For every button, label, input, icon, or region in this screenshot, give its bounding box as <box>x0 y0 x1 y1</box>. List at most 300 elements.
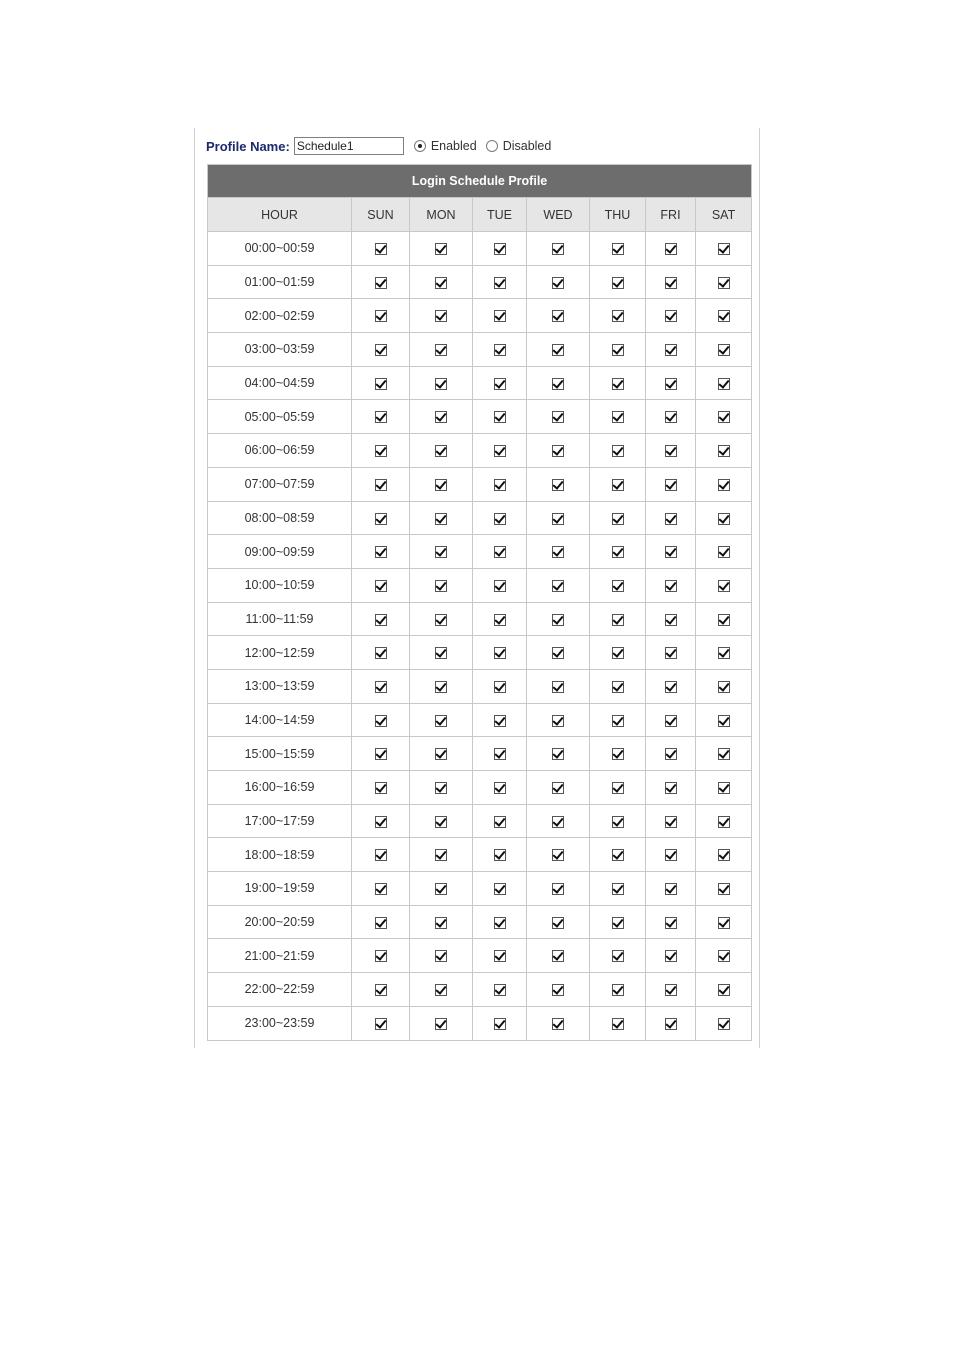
day-cell-sun <box>352 232 410 266</box>
schedule-checkbox-wed[interactable] <box>552 277 564 289</box>
schedule-checkbox-tue[interactable] <box>494 411 506 423</box>
day-cell-thu <box>590 669 646 703</box>
schedule-checkbox-tue[interactable] <box>494 513 506 525</box>
table-row <box>208 771 752 805</box>
schedule-checkbox-tue[interactable] <box>494 984 506 996</box>
day-cell-mon <box>410 703 473 737</box>
schedule-checkbox-fri[interactable] <box>665 479 677 491</box>
day-cell-tue <box>473 366 527 400</box>
schedule-checkbox-sun[interactable] <box>375 715 387 727</box>
day-cell-fri <box>646 1006 696 1040</box>
enabled-radio-label: Enabled <box>430 139 477 153</box>
schedule-checkbox-sun[interactable] <box>375 277 387 289</box>
schedule-checkbox-tue[interactable] <box>494 816 506 828</box>
schedule-checkbox-fri[interactable] <box>665 647 677 659</box>
day-cell-sat <box>696 1006 752 1040</box>
hour-cell: 08:00~08:59 <box>208 501 352 535</box>
day-cell-sat <box>696 905 752 939</box>
column-header-mon: MON <box>410 198 473 232</box>
schedule-checkbox-fri[interactable] <box>665 984 677 996</box>
day-cell-mon <box>410 973 473 1007</box>
schedule-checkbox-sat[interactable] <box>718 513 730 525</box>
day-cell-wed <box>527 872 590 906</box>
schedule-checkbox-tue[interactable] <box>494 378 506 390</box>
schedule-checkbox-wed[interactable] <box>552 546 564 558</box>
schedule-checkbox-wed[interactable] <box>552 243 564 255</box>
hour-cell: 09:00~09:59 <box>208 535 352 569</box>
schedule-checkbox-thu[interactable] <box>612 411 624 423</box>
schedule-checkbox-sat[interactable] <box>718 580 730 592</box>
day-cell-fri <box>646 299 696 333</box>
table-row <box>208 400 752 434</box>
day-cell-thu <box>590 501 646 535</box>
schedule-checkbox-sat[interactable] <box>718 479 730 491</box>
schedule-checkbox-sun[interactable] <box>375 849 387 861</box>
schedule-checkbox-fri[interactable] <box>665 917 677 929</box>
schedule-checkbox-thu[interactable] <box>612 310 624 322</box>
schedule-checkbox-wed[interactable] <box>552 715 564 727</box>
schedule-checkbox-mon[interactable] <box>435 546 447 558</box>
schedule-checkbox-wed[interactable] <box>552 681 564 693</box>
day-cell-thu <box>590 232 646 266</box>
schedule-checkbox-tue[interactable] <box>494 950 506 962</box>
schedule-checkbox-tue[interactable] <box>494 1018 506 1030</box>
schedule-checkbox-thu[interactable] <box>612 277 624 289</box>
day-cell-thu <box>590 838 646 872</box>
schedule-checkbox-sat[interactable] <box>718 816 730 828</box>
schedule-checkbox-sat[interactable] <box>718 950 730 962</box>
schedule-checkbox-tue[interactable] <box>494 614 506 626</box>
schedule-checkbox-thu[interactable] <box>612 243 624 255</box>
day-cell-tue <box>473 669 527 703</box>
schedule-checkbox-thu[interactable] <box>612 681 624 693</box>
schedule-checkbox-thu[interactable] <box>612 479 624 491</box>
schedule-checkbox-fri[interactable] <box>665 614 677 626</box>
schedule-checkbox-wed[interactable] <box>552 378 564 390</box>
day-cell-sun <box>352 669 410 703</box>
schedule-checkbox-wed[interactable] <box>552 816 564 828</box>
day-cell-mon <box>410 905 473 939</box>
day-cell-sat <box>696 434 752 468</box>
schedule-panel <box>194 128 760 1048</box>
table-row <box>208 973 752 1007</box>
schedule-checkbox-tue[interactable] <box>494 580 506 592</box>
schedule-checkbox-mon[interactable] <box>435 277 447 289</box>
day-cell-mon <box>410 501 473 535</box>
schedule-checkbox-mon[interactable] <box>435 614 447 626</box>
schedule-checkbox-fri[interactable] <box>665 310 677 322</box>
schedule-checkbox-sat[interactable] <box>718 1018 730 1030</box>
schedule-checkbox-fri[interactable] <box>665 277 677 289</box>
day-cell-tue <box>473 636 527 670</box>
schedule-checkbox-thu[interactable] <box>612 647 624 659</box>
schedule-rows <box>208 232 752 1041</box>
schedule-checkbox-fri[interactable] <box>665 849 677 861</box>
day-cell-sun <box>352 366 410 400</box>
schedule-checkbox-sun[interactable] <box>375 782 387 794</box>
hour-cell: 02:00~02:59 <box>208 299 352 333</box>
hour-cell: 18:00~18:59 <box>208 838 352 872</box>
schedule-checkbox-mon[interactable] <box>435 950 447 962</box>
day-cell-thu <box>590 467 646 501</box>
schedule-checkbox-thu[interactable] <box>612 546 624 558</box>
schedule-checkbox-sun[interactable] <box>375 681 387 693</box>
schedule-checkbox-wed[interactable] <box>552 849 564 861</box>
schedule-checkbox-fri[interactable] <box>665 883 677 895</box>
day-cell-tue <box>473 434 527 468</box>
hour-cell: 01:00~01:59 <box>208 265 352 299</box>
schedule-checkbox-mon[interactable] <box>435 647 447 659</box>
schedule-checkbox-wed[interactable] <box>552 479 564 491</box>
disabled-radio-label: Disabled <box>502 139 552 153</box>
status-radio-group <box>414 139 561 153</box>
schedule-checkbox-mon[interactable] <box>435 1018 447 1030</box>
schedule-checkbox-tue[interactable] <box>494 715 506 727</box>
day-cell-tue <box>473 939 527 973</box>
schedule-checkbox-thu[interactable] <box>612 614 624 626</box>
day-cell-tue <box>473 400 527 434</box>
day-cell-tue <box>473 872 527 906</box>
schedule-checkbox-sun[interactable] <box>375 411 387 423</box>
day-cell-sat <box>696 737 752 771</box>
schedule-checkbox-fri[interactable] <box>665 378 677 390</box>
schedule-checkbox-fri[interactable] <box>665 445 677 457</box>
day-cell-mon <box>410 771 473 805</box>
schedule-checkbox-tue[interactable] <box>494 479 506 491</box>
day-cell-mon <box>410 568 473 602</box>
day-cell-sun <box>352 939 410 973</box>
day-cell-fri <box>646 501 696 535</box>
schedule-checkbox-mon[interactable] <box>435 411 447 423</box>
schedule-checkbox-thu[interactable] <box>612 917 624 929</box>
schedule-checkbox-tue[interactable] <box>494 445 506 457</box>
schedule-checkbox-sat[interactable] <box>718 344 730 356</box>
day-cell-sat <box>696 636 752 670</box>
schedule-checkbox-sat[interactable] <box>718 917 730 929</box>
day-cell-tue <box>473 973 527 1007</box>
schedule-checkbox-mon[interactable] <box>435 748 447 760</box>
column-header-sun: SUN <box>352 198 410 232</box>
disabled-radio[interactable] <box>486 140 498 152</box>
day-cell-fri <box>646 973 696 1007</box>
schedule-checkbox-sat[interactable] <box>718 715 730 727</box>
schedule-checkbox-tue[interactable] <box>494 344 506 356</box>
schedule-checkbox-mon[interactable] <box>435 243 447 255</box>
day-cell-sat <box>696 939 752 973</box>
day-cell-mon <box>410 333 473 367</box>
schedule-checkbox-wed[interactable] <box>552 984 564 996</box>
day-cell-sat <box>696 872 752 906</box>
schedule-checkbox-tue[interactable] <box>494 243 506 255</box>
schedule-checkbox-sun[interactable] <box>375 917 387 929</box>
schedule-checkbox-tue[interactable] <box>494 748 506 760</box>
table-row <box>208 602 752 636</box>
day-cell-thu <box>590 737 646 771</box>
schedule-checkbox-sat[interactable] <box>718 310 730 322</box>
day-cell-wed <box>527 232 590 266</box>
table-row <box>208 905 752 939</box>
day-cell-wed <box>527 299 590 333</box>
day-cell-thu <box>590 905 646 939</box>
day-cell-fri <box>646 804 696 838</box>
schedule-checkbox-sat[interactable] <box>718 546 730 558</box>
day-cell-sat <box>696 669 752 703</box>
schedule-checkbox-sat[interactable] <box>718 647 730 659</box>
schedule-checkbox-mon[interactable] <box>435 479 447 491</box>
schedule-checkbox-thu[interactable] <box>612 816 624 828</box>
schedule-checkbox-sat[interactable] <box>718 681 730 693</box>
schedule-checkbox-sat[interactable] <box>718 849 730 861</box>
day-cell-tue <box>473 703 527 737</box>
day-cell-sun <box>352 333 410 367</box>
profile-row <box>206 135 560 157</box>
schedule-checkbox-fri[interactable] <box>665 681 677 693</box>
schedule-checkbox-sun[interactable] <box>375 344 387 356</box>
schedule-checkbox-thu[interactable] <box>612 849 624 861</box>
day-cell-thu <box>590 602 646 636</box>
schedule-checkbox-tue[interactable] <box>494 310 506 322</box>
enabled-radio[interactable] <box>414 140 426 152</box>
schedule-checkbox-sun[interactable] <box>375 243 387 255</box>
schedule-checkbox-wed[interactable] <box>552 647 564 659</box>
day-cell-wed <box>527 1006 590 1040</box>
schedule-checkbox-sun[interactable] <box>375 748 387 760</box>
schedule-checkbox-thu[interactable] <box>612 445 624 457</box>
schedule-checkbox-sat[interactable] <box>718 782 730 794</box>
schedule-checkbox-sun[interactable] <box>375 546 387 558</box>
schedule-checkbox-sat[interactable] <box>718 277 730 289</box>
day-cell-wed <box>527 636 590 670</box>
schedule-checkbox-sat[interactable] <box>718 614 730 626</box>
schedule-checkbox-fri[interactable] <box>665 782 677 794</box>
day-cell-mon <box>410 872 473 906</box>
day-cell-sun <box>352 636 410 670</box>
schedule-checkbox-sat[interactable] <box>718 883 730 895</box>
hour-cell: 00:00~00:59 <box>208 232 352 266</box>
day-cell-sun <box>352 602 410 636</box>
day-cell-fri <box>646 265 696 299</box>
schedule-checkbox-sun[interactable] <box>375 445 387 457</box>
day-cell-thu <box>590 804 646 838</box>
day-cell-mon <box>410 434 473 468</box>
schedule-checkbox-fri[interactable] <box>665 816 677 828</box>
table-title: Login Schedule Profile <box>208 165 752 198</box>
schedule-checkbox-wed[interactable] <box>552 513 564 525</box>
schedule-checkbox-sun[interactable] <box>375 647 387 659</box>
schedule-checkbox-fri[interactable] <box>665 243 677 255</box>
table-row <box>208 333 752 367</box>
schedule-checkbox-tue[interactable] <box>494 277 506 289</box>
day-cell-thu <box>590 366 646 400</box>
schedule-checkbox-wed[interactable] <box>552 580 564 592</box>
schedule-checkbox-wed[interactable] <box>552 445 564 457</box>
schedule-checkbox-sun[interactable] <box>375 310 387 322</box>
day-cell-sun <box>352 905 410 939</box>
day-cell-mon <box>410 602 473 636</box>
schedule-checkbox-thu[interactable] <box>612 513 624 525</box>
schedule-checkbox-wed[interactable] <box>552 1018 564 1030</box>
schedule-checkbox-fri[interactable] <box>665 344 677 356</box>
hour-cell: 15:00~15:59 <box>208 737 352 771</box>
schedule-checkbox-sun[interactable] <box>375 883 387 895</box>
day-cell-sun <box>352 838 410 872</box>
schedule-checkbox-wed[interactable] <box>552 344 564 356</box>
profile-name-input[interactable] <box>294 137 404 155</box>
day-cell-thu <box>590 636 646 670</box>
schedule-checkbox-sun[interactable] <box>375 1018 387 1030</box>
day-cell-tue <box>473 838 527 872</box>
schedule-checkbox-sun[interactable] <box>375 614 387 626</box>
schedule-checkbox-thu[interactable] <box>612 984 624 996</box>
schedule-checkbox-tue[interactable] <box>494 782 506 794</box>
day-cell-wed <box>527 265 590 299</box>
column-header-row <box>208 198 752 232</box>
schedule-checkbox-sun[interactable] <box>375 378 387 390</box>
day-cell-fri <box>646 905 696 939</box>
schedule-checkbox-mon[interactable] <box>435 984 447 996</box>
schedule-checkbox-sat[interactable] <box>718 411 730 423</box>
schedule-checkbox-wed[interactable] <box>552 950 564 962</box>
day-cell-sun <box>352 501 410 535</box>
column-header-tue: TUE <box>473 198 527 232</box>
hour-cell: 21:00~21:59 <box>208 939 352 973</box>
day-cell-sun <box>352 703 410 737</box>
schedule-checkbox-sun[interactable] <box>375 580 387 592</box>
day-cell-fri <box>646 939 696 973</box>
schedule-checkbox-wed[interactable] <box>552 748 564 760</box>
day-cell-wed <box>527 366 590 400</box>
schedule-checkbox-mon[interactable] <box>435 816 447 828</box>
schedule-checkbox-wed[interactable] <box>552 917 564 929</box>
schedule-checkbox-tue[interactable] <box>494 883 506 895</box>
schedule-checkbox-wed[interactable] <box>552 883 564 895</box>
schedule-checkbox-thu[interactable] <box>612 580 624 592</box>
schedule-checkbox-thu[interactable] <box>612 883 624 895</box>
schedule-checkbox-sat[interactable] <box>718 748 730 760</box>
schedule-checkbox-mon[interactable] <box>435 715 447 727</box>
hour-cell: 06:00~06:59 <box>208 434 352 468</box>
day-cell-mon <box>410 1006 473 1040</box>
schedule-checkbox-tue[interactable] <box>494 917 506 929</box>
schedule-checkbox-mon[interactable] <box>435 513 447 525</box>
schedule-checkbox-sun[interactable] <box>375 479 387 491</box>
day-cell-sat <box>696 804 752 838</box>
schedule-checkbox-sun[interactable] <box>375 816 387 828</box>
schedule-checkbox-thu[interactable] <box>612 1018 624 1030</box>
day-cell-mon <box>410 939 473 973</box>
schedule-checkbox-wed[interactable] <box>552 782 564 794</box>
day-cell-sat <box>696 265 752 299</box>
column-header-fri: FRI <box>646 198 696 232</box>
table-row <box>208 568 752 602</box>
schedule-checkbox-thu[interactable] <box>612 950 624 962</box>
schedule-checkbox-fri[interactable] <box>665 546 677 558</box>
day-cell-wed <box>527 737 590 771</box>
day-cell-tue <box>473 771 527 805</box>
schedule-checkbox-tue[interactable] <box>494 681 506 693</box>
schedule-checkbox-wed[interactable] <box>552 614 564 626</box>
schedule-checkbox-fri[interactable] <box>665 715 677 727</box>
day-cell-thu <box>590 434 646 468</box>
hour-cell: 11:00~11:59 <box>208 602 352 636</box>
schedule-checkbox-mon[interactable] <box>435 378 447 390</box>
day-cell-tue <box>473 804 527 838</box>
schedule-checkbox-mon[interactable] <box>435 782 447 794</box>
schedule-checkbox-sat[interactable] <box>718 984 730 996</box>
schedule-checkbox-mon[interactable] <box>435 344 447 356</box>
day-cell-sun <box>352 1006 410 1040</box>
schedule-checkbox-mon[interactable] <box>435 883 447 895</box>
schedule-checkbox-sun[interactable] <box>375 984 387 996</box>
schedule-checkbox-fri[interactable] <box>665 1018 677 1030</box>
hour-cell: 16:00~16:59 <box>208 771 352 805</box>
day-cell-mon <box>410 535 473 569</box>
schedule-checkbox-mon[interactable] <box>435 681 447 693</box>
day-cell-wed <box>527 669 590 703</box>
schedule-checkbox-fri[interactable] <box>665 748 677 760</box>
day-cell-sat <box>696 568 752 602</box>
schedule-checkbox-fri[interactable] <box>665 950 677 962</box>
day-cell-mon <box>410 804 473 838</box>
day-cell-mon <box>410 636 473 670</box>
table-row <box>208 636 752 670</box>
day-cell-wed <box>527 905 590 939</box>
schedule-checkbox-wed[interactable] <box>552 411 564 423</box>
schedule-checkbox-sat[interactable] <box>718 378 730 390</box>
schedule-checkbox-mon[interactable] <box>435 580 447 592</box>
schedule-checkbox-thu[interactable] <box>612 344 624 356</box>
day-cell-sat <box>696 535 752 569</box>
schedule-checkbox-sun[interactable] <box>375 513 387 525</box>
schedule-checkbox-mon[interactable] <box>435 849 447 861</box>
day-cell-sun <box>352 467 410 501</box>
table-row <box>208 838 752 872</box>
day-cell-mon <box>410 299 473 333</box>
table-row <box>208 804 752 838</box>
table-row <box>208 501 752 535</box>
day-cell-wed <box>527 939 590 973</box>
day-cell-fri <box>646 366 696 400</box>
hour-cell: 17:00~17:59 <box>208 804 352 838</box>
schedule-checkbox-sat[interactable] <box>718 243 730 255</box>
schedule-checkbox-mon[interactable] <box>435 445 447 457</box>
schedule-checkbox-tue[interactable] <box>494 546 506 558</box>
day-cell-sat <box>696 973 752 1007</box>
schedule-checkbox-fri[interactable] <box>665 513 677 525</box>
day-cell-wed <box>527 973 590 1007</box>
day-cell-sat <box>696 501 752 535</box>
schedule-checkbox-tue[interactable] <box>494 849 506 861</box>
schedule-checkbox-thu[interactable] <box>612 748 624 760</box>
schedule-checkbox-sat[interactable] <box>718 445 730 457</box>
day-cell-mon <box>410 366 473 400</box>
schedule-checkbox-sun[interactable] <box>375 950 387 962</box>
column-header-hour: HOUR <box>208 198 352 232</box>
day-cell-sun <box>352 535 410 569</box>
schedule-checkbox-thu[interactable] <box>612 782 624 794</box>
day-cell-sat <box>696 703 752 737</box>
schedule-checkbox-tue[interactable] <box>494 647 506 659</box>
schedule-checkbox-mon[interactable] <box>435 917 447 929</box>
schedule-checkbox-wed[interactable] <box>552 310 564 322</box>
schedule-checkbox-thu[interactable] <box>612 715 624 727</box>
schedule-checkbox-thu[interactable] <box>612 378 624 390</box>
schedule-checkbox-fri[interactable] <box>665 580 677 592</box>
schedule-checkbox-fri[interactable] <box>665 411 677 423</box>
schedule-checkbox-mon[interactable] <box>435 310 447 322</box>
day-cell-sun <box>352 771 410 805</box>
column-header-sat: SAT <box>696 198 752 232</box>
